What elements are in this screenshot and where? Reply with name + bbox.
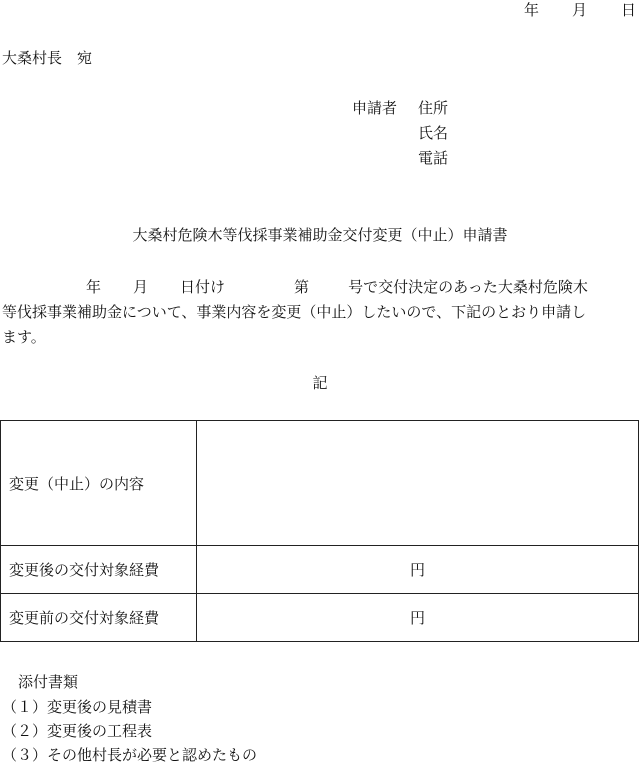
details-table [0,420,639,642]
attachment-item: （１）変更後の見積書 [2,698,153,716]
body-month: 月 [133,278,149,296]
ki-heading: 記 [312,374,328,392]
name-label: 氏名 [418,124,449,142]
addressee: 大桑村長 宛 [2,49,93,67]
phone-label: 電話 [418,149,449,167]
date-month-label: 月 [572,1,588,19]
applicant-label: 申請者 [352,99,398,117]
body-line-3: ます。 [2,328,46,346]
attachment-item: （２）変更後の工程表 [2,722,153,740]
body-year: 年 [86,278,102,296]
attachments-title: 添付書類 [18,673,79,691]
table-cell-label: 変更後の交付対象経費 [1,546,197,594]
table-row [1,421,639,546]
attachment-item: （３）その他村長が必要と認めたもの [2,746,258,764]
body-day: 日付け [180,278,226,296]
table-cell-value [197,421,639,546]
date-year-label: 年 [524,1,540,19]
body-line-1-rest: 号で交付決定のあった大桑村危険木 [348,278,588,296]
body-number-prefix: 第 [294,278,310,296]
body-line-2: 等伐採事業補助金について、事業内容を変更（中止）したいので、下記のとおり申請し [2,303,587,321]
table-cell-value: 円 [197,594,639,642]
body-line-1 [2,275,640,300]
table-cell-value: 円 [197,546,639,594]
document-title: 大桑村危険木等伐採事業補助金交付変更（中止）申請書 [132,226,508,244]
table-cell-label: 変更（中止）の内容 [1,421,197,546]
address-label: 住所 [418,99,449,117]
table-cell-label: 変更前の交付対象経費 [1,594,197,642]
body-paragraph [2,275,640,350]
table-row [1,594,639,642]
date-day-label: 日 [621,1,637,19]
table-row [1,546,639,594]
